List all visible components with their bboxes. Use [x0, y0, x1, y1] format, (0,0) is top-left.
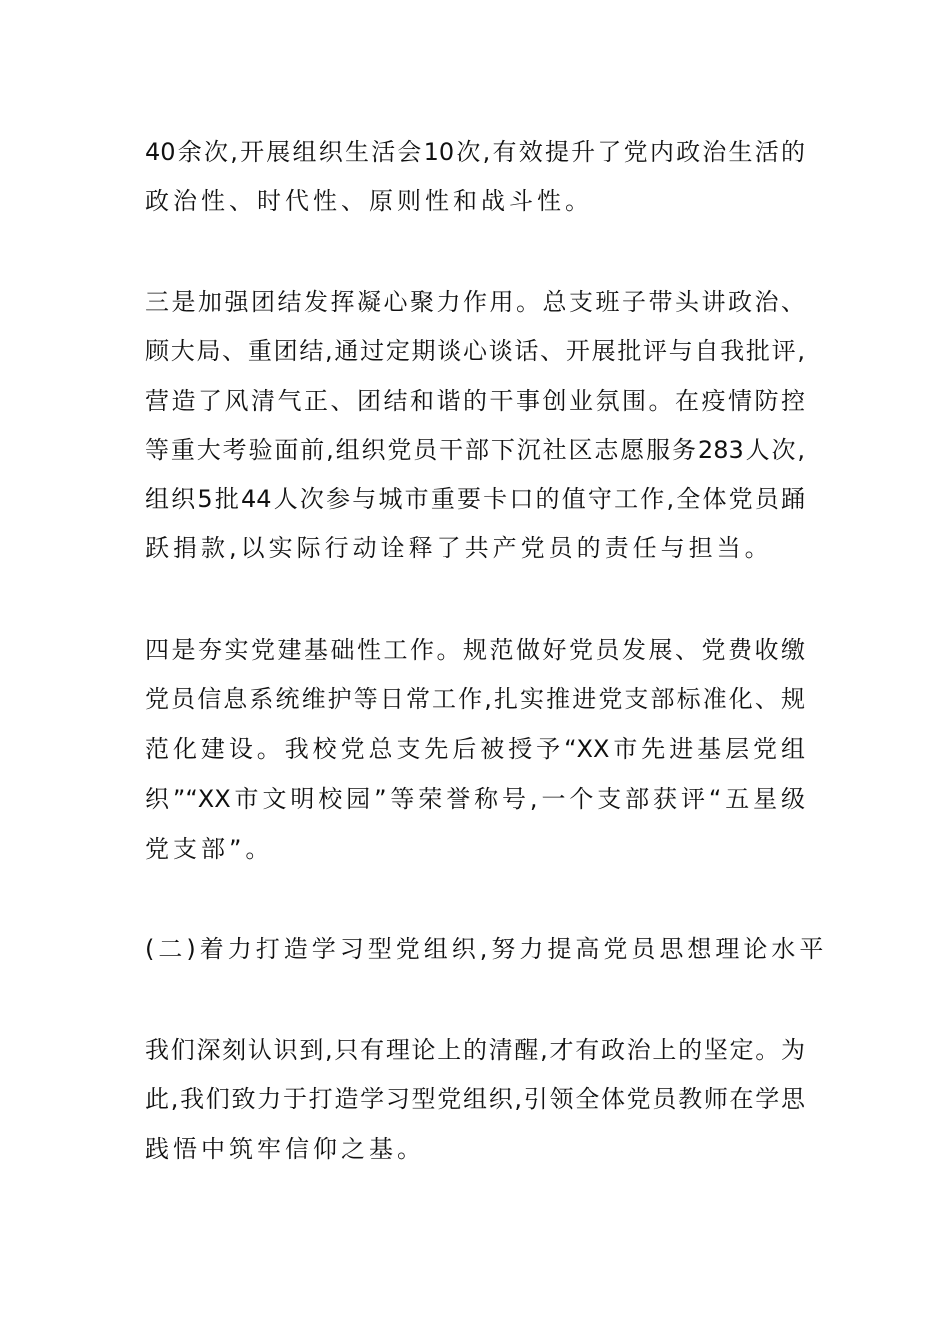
- text-line: 顾大局、重团结,通过定期谈心谈话、开展批评与自我批评,: [145, 337, 805, 365]
- text-line: 三是加强团结发挥凝心聚力作用。总支班子带头讲政治、: [145, 288, 805, 316]
- text-line: 党员信息系统维护等日常工作,扎实推进党支部标准化、规: [145, 685, 805, 713]
- text-line: 织”“XX市文明校园”等荣誉称号,一个支部获评“五星级: [145, 785, 805, 813]
- heading-text: (二)着力打造学习型党组织,努力提高党员思想理论水平: [145, 935, 828, 963]
- text-line: 践悟中筑牢信仰之基。: [145, 1135, 425, 1163]
- text-line: 此,我们致力于打造学习型党组织,引领全体党员教师在学思: [145, 1085, 805, 1113]
- text-line: 范化建设。我校党总支先后被授予“XX市先进基层党组: [145, 735, 805, 763]
- text-line: 营造了风清气正、团结和谐的干事创业氛围。在疫情防控: [145, 387, 805, 415]
- text-line: 40余次,开展组织生活会10次,有效提升了党内政治生活的: [145, 138, 805, 166]
- text-line: 组织5批44人次参与城市重要卡口的值守工作,全体党员踊: [145, 485, 805, 513]
- text-line: 跃捐款,以实际行动诠释了共产党员的责任与担当。: [145, 534, 773, 562]
- text-line: 政治性、时代性、原则性和战斗性。: [145, 187, 593, 215]
- text-line: 党支部”。: [145, 835, 274, 863]
- text-line: 四是夯实党建基础性工作。规范做好党员发展、党费收缴: [145, 636, 805, 664]
- text-line: 等重大考验面前,组织党员干部下沉社区志愿服务283人次,: [145, 436, 805, 464]
- text-line: 我们深刻认识到,只有理论上的清醒,才有政治上的坚定。为: [145, 1036, 805, 1064]
